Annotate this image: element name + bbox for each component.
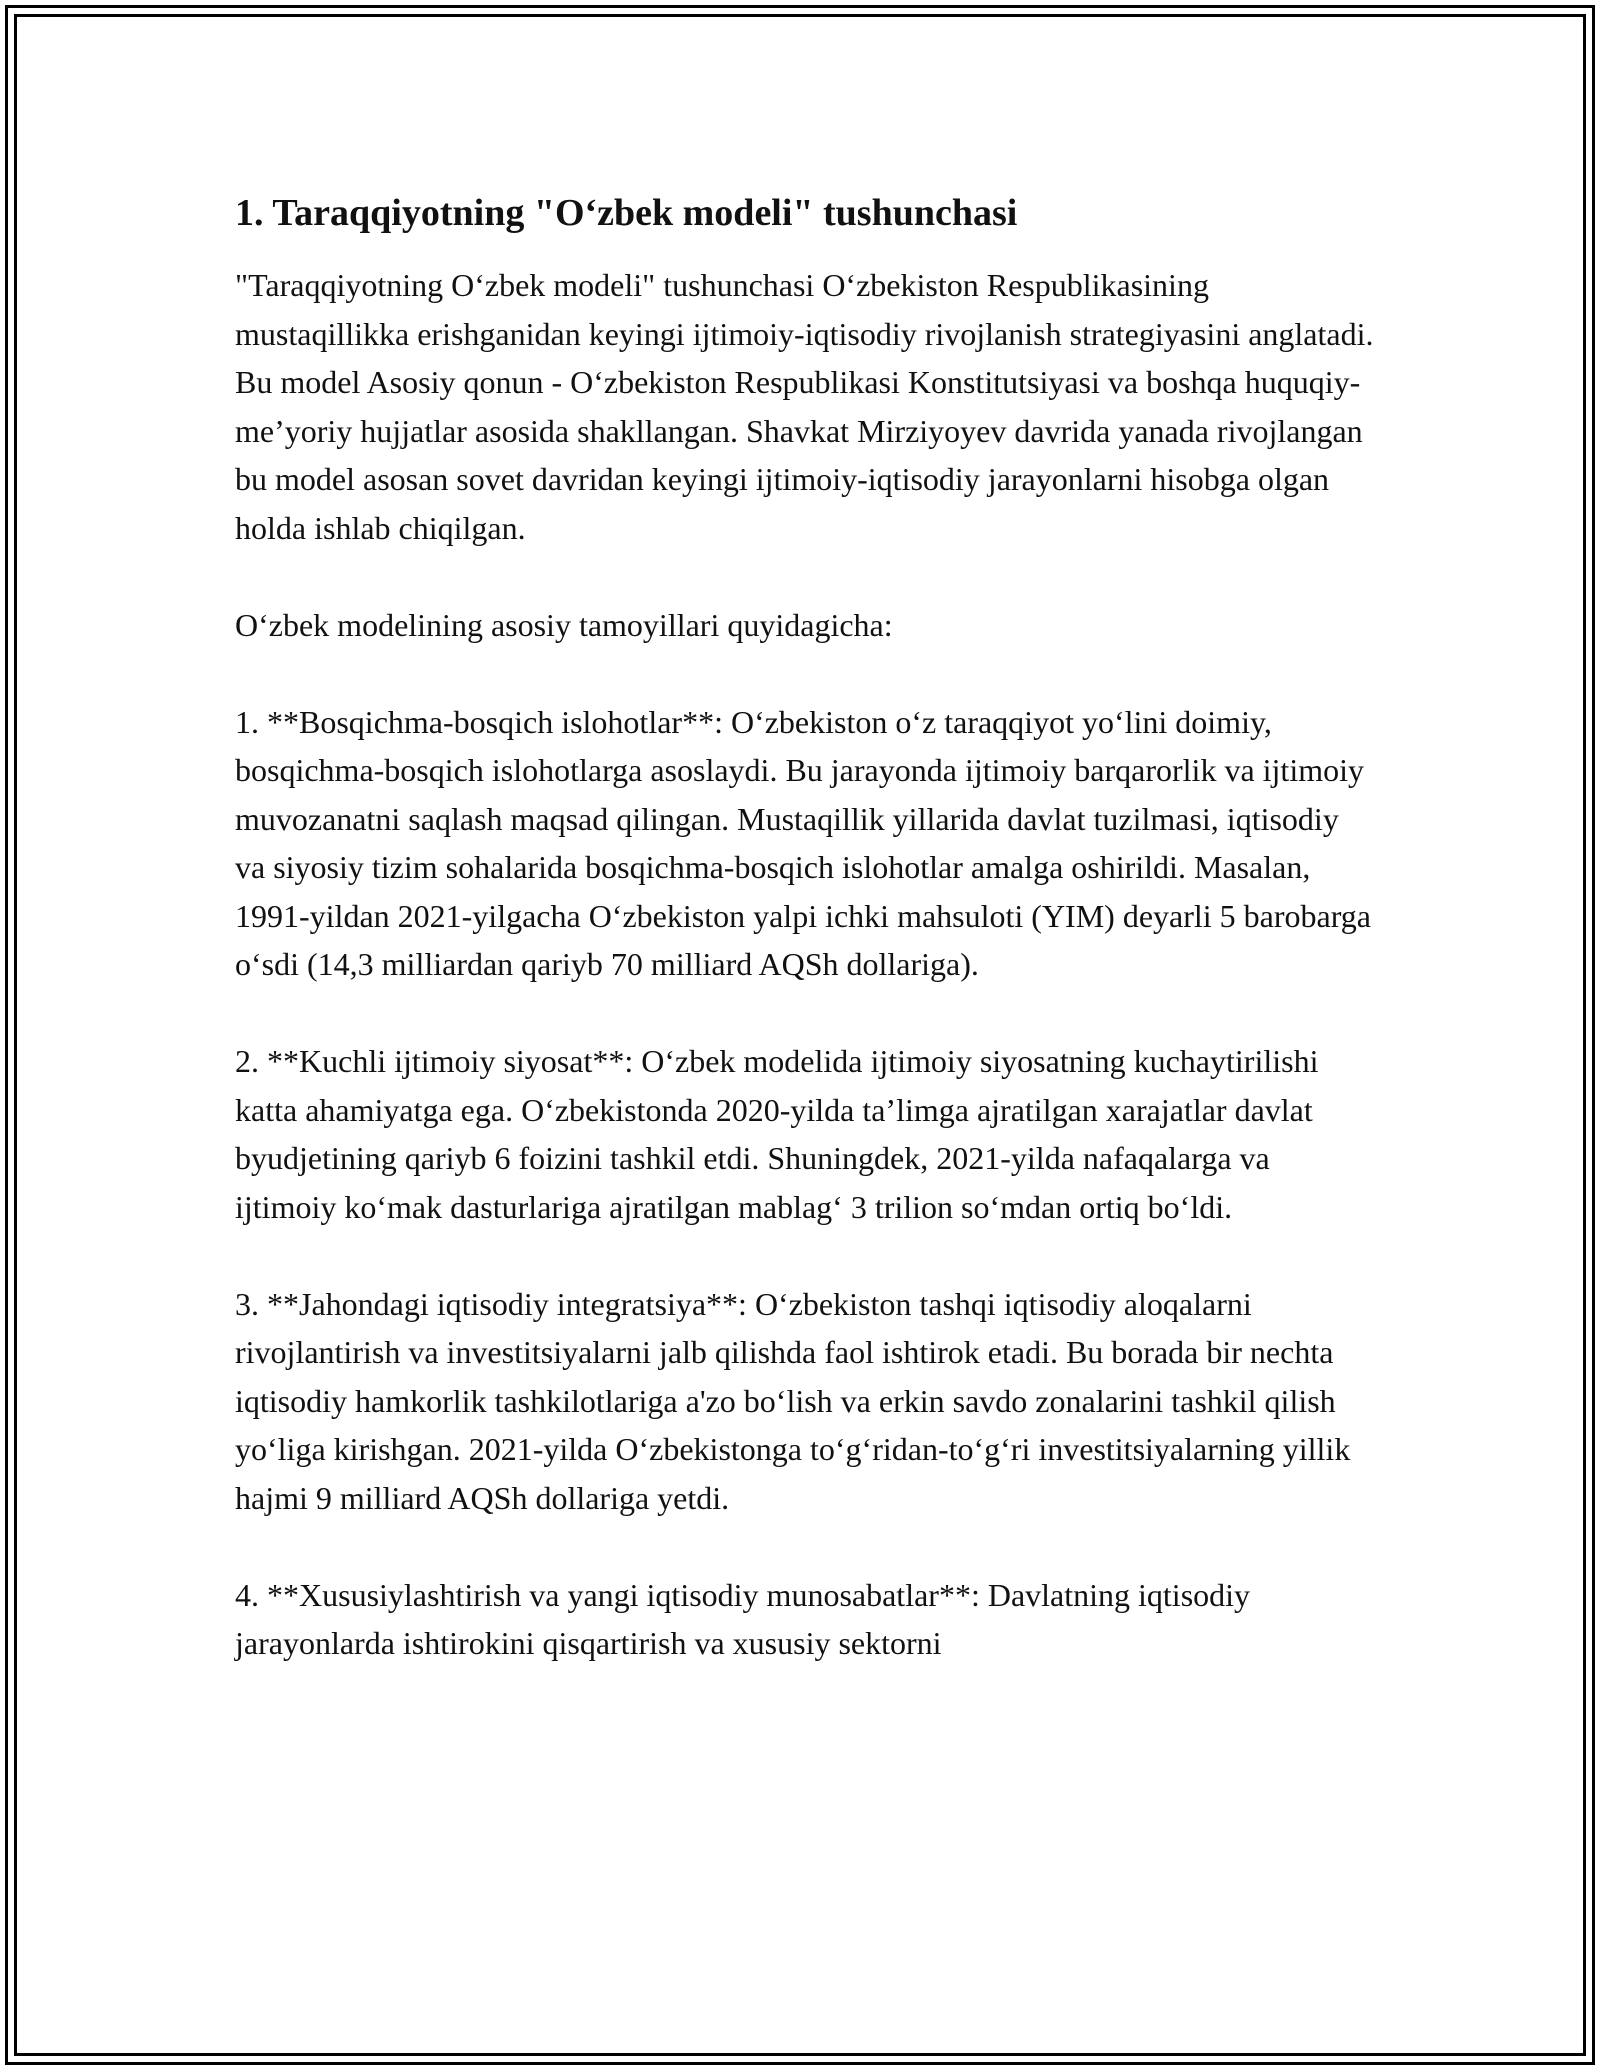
intro-paragraph: "Taraqqiyotning O‘zbek modeli" tushunchasi O‘zbekiston Respublikasining mustaqillikka erishganidan keyingi ijtimoiy-iqtisodiy rivojlanish strategiyasini anglatadi. Bu model Asosiy qonun - O‘zbekiston Respublikasi Konstitutsiyasi va boshqa huquqiy-me’yoriy hujjatlar asosida shakllangan. Shavkat Mirziyoyev davrida yanada rivojlangan bu model asosan sovet davridan keyingi ijtimoiy-iqtisodiy jarayonlarni hisobga olgan holda ishlab chiqilgan.: [235, 267, 1374, 546]
principle-2-paragraph: 2. **Kuchli ijtimoiy siyosat**: O‘zbek modelida ijtimoiy siyosatning kuchaytirilishi katta ahamiyatga ega. O‘zbekistonda 2020-yilda ta’limga ajratilgan xarajatlar davlat byudjetining qariyb 6 foizini tashkil etdi. Shuningdek, 2021-yilda nafaqalarga va ijtimoiy ko‘mak dasturlariga ajratilgan mablag‘ 3 trilion so‘mdan ortiq bo‘ldi.: [235, 1043, 1319, 1225]
document-body: [235, 187, 1375, 1716]
principles-intro: O‘zbek modelining asosiy tamoyillari quyidagicha:: [235, 606, 893, 643]
principle-1-paragraph: 1. **Bosqichma-bosqich islohotlar**: O‘zbekiston o‘z taraqqiyot yo‘lini doimiy, bosqichma-bosqich islohotlarga asoslaydi. Bu jarayonda ijtimoiy barqarorlik va ijtimoiy muvozanatni saqlash maqsad qilingan. Mustaqillik yillarida davlat tuzilmasi, iqtisodiy va siyosiy tizim sohalarida bosqichma-bosqich islohotlar amalga oshirildi. Masalan, 1991-yildan 2021-yilgacha O‘zbekiston yalpi ichki mahsuloti (YIM) deyarli 5 barobarga o‘sdi (14,3 milliardan qariyb 70 milliard AQSh dollariga).: [235, 703, 1371, 982]
principle-4-paragraph: 4. **Xususiylashtirish va yangi iqtisodiy munosabatlar**: Davlatning iqtisodiy jarayonlarda ishtirokini qisqartirish va xususiy sektorni: [235, 1576, 1251, 1661]
principle-3-paragraph: 3. **Jahondagi iqtisodiy integratsiya**: O‘zbekiston tashqi iqtisodiy aloqalarni rivojlantirish va investitsiyalarni jalb qilishda faol ishtirok etadi. Bu borada bir nechta iqtisodiy hamkorlik tashkilotlariga a'zo bo‘lish va erkin savdo zonalarini tashkil qilish yo‘liga kirishgan. 2021-yilda O‘zbekistonga to‘g‘ridan-to‘g‘ri investitsiyalarning yillik hajmi 9 milliard AQSh dollariga yetdi.: [235, 1285, 1351, 1516]
section-heading: 1. Taraqqiyotning "O‘zbek modeli" tushunchasi: [235, 192, 1018, 234]
